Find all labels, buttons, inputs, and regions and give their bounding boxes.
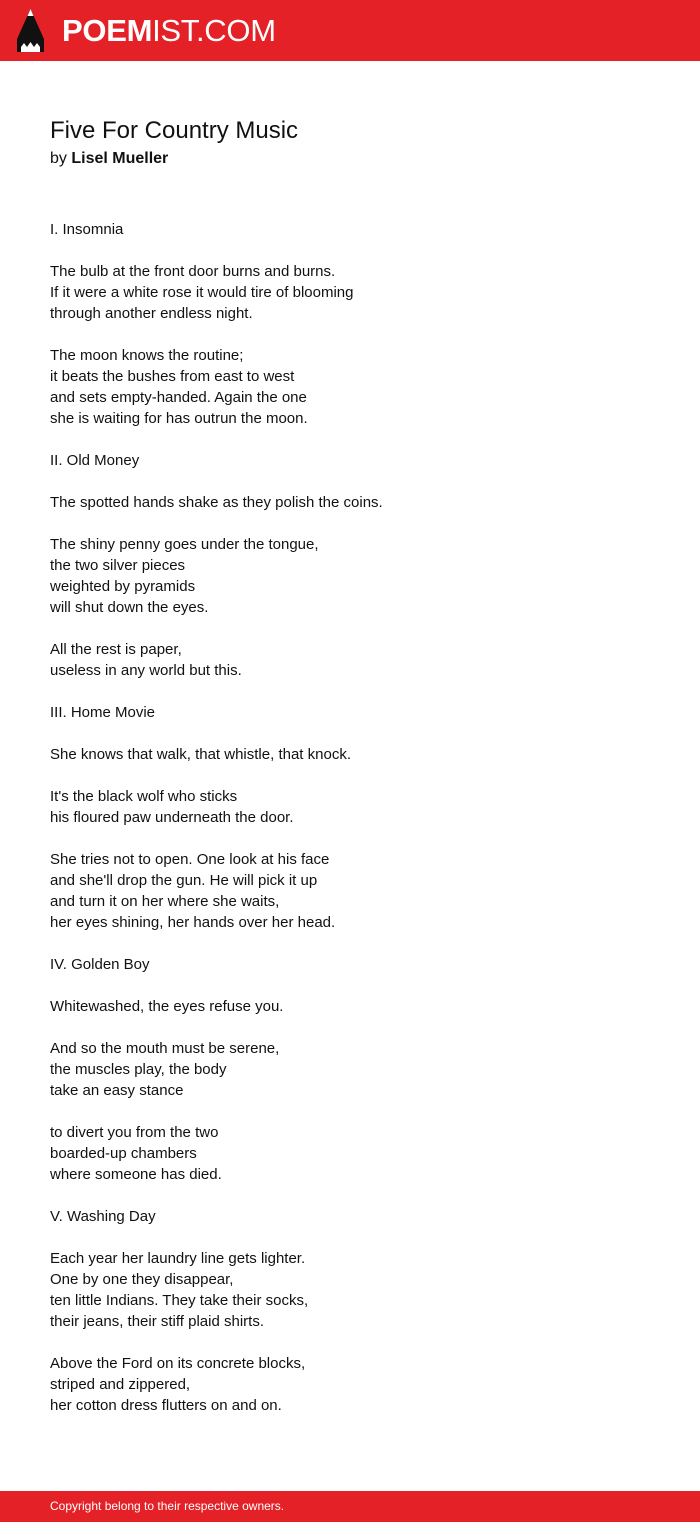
poem-line: ten little Indians. They take their socks, <box>50 1292 309 1309</box>
poem-line: boarded-up chambers <box>50 1145 197 1162</box>
poem-line: It's the black wolf who sticks <box>50 788 238 805</box>
poem-line: and she'll drop the gun. He will pick it up <box>50 872 318 889</box>
poem-line: IV. Golden Boy <box>50 956 150 973</box>
poem-line: The shiny penny goes under the tongue, <box>50 536 319 553</box>
poem-line: where someone has died. <box>50 1166 222 1183</box>
poem-line: striped and zippered, <box>50 1376 191 1393</box>
poem-line: take an easy stance <box>50 1082 184 1099</box>
poem-line: to divert you from the two <box>50 1124 219 1141</box>
stanza-break <box>50 828 670 849</box>
poem-line: Each year her laundry line gets lighter. <box>50 1250 306 1267</box>
stanza-break <box>50 933 670 954</box>
stanza-break <box>50 1332 670 1353</box>
logo-bold-text: POEM <box>62 13 153 48</box>
site-header <box>0 0 700 61</box>
site-footer <box>0 1491 700 1522</box>
page-title: Five For Country Music <box>50 117 299 144</box>
stanza-break <box>50 975 670 996</box>
stanza-break <box>50 1227 670 1248</box>
poem-body <box>50 219 670 1416</box>
pencil-icon[interactable] <box>17 9 44 52</box>
logo-light-text: IST.COM <box>152 13 276 48</box>
copyright-text: Copyright belong to their respective owners. <box>50 1499 285 1513</box>
poem-line: the muscles play, the body <box>50 1061 227 1078</box>
stanza-break <box>50 324 670 345</box>
poem-line: Above the Ford on its concrete blocks, <box>50 1355 306 1372</box>
poem-line: If it were a white rose it would tire of blooming <box>50 284 354 301</box>
poem-line: She tries not to open. One look at his face <box>50 851 330 868</box>
poem-line: his floured paw underneath the door. <box>50 809 294 826</box>
author-name: Lisel Mueller <box>71 150 169 167</box>
stanza-break <box>50 1101 670 1122</box>
byline <box>50 148 670 170</box>
poem-line: the two silver pieces <box>50 557 186 574</box>
poem-line: through another endless night. <box>50 305 253 322</box>
stanza-break <box>50 471 670 492</box>
poem-line: useless in any world but this. <box>50 662 242 679</box>
poem-line: II. Old Money <box>50 452 140 469</box>
stanza-break <box>50 1185 670 1206</box>
stanza-break <box>50 723 670 744</box>
site-logo[interactable] <box>62 12 276 50</box>
poem-line: And so the mouth must be serene, <box>50 1040 280 1057</box>
by-label: by <box>50 150 67 167</box>
poem-line: and sets empty-handed. Again the one <box>50 389 307 406</box>
poem-line: Whitewashed, the eyes refuse you. <box>50 998 284 1015</box>
poem-line: One by one they disappear, <box>50 1271 234 1288</box>
poem-line: will shut down the eyes. <box>50 599 209 616</box>
poem-line: The spotted hands shake as they polish the coins. <box>50 494 383 511</box>
poem-line: her eyes shining, her hands over her head. <box>50 914 336 931</box>
stanza-break <box>50 618 670 639</box>
poem-heading <box>50 115 670 170</box>
poem-line: her cotton dress flutters on and on. <box>50 1397 282 1414</box>
stanza-break <box>50 240 670 261</box>
poem-line: weighted by pyramids <box>50 578 196 595</box>
poem-line: The moon knows the routine; <box>50 347 244 364</box>
poem-line: The bulb at the front door burns and burns. <box>50 263 336 280</box>
poem-line: V. Washing Day <box>50 1208 156 1225</box>
poem-line: and turn it on her where she waits, <box>50 893 280 910</box>
poem-line: she is waiting for has outrun the moon. <box>50 410 308 427</box>
poem-line: She knows that walk, that whistle, that knock. <box>50 746 351 763</box>
stanza-break <box>50 765 670 786</box>
stanza-break <box>50 1017 670 1038</box>
poem-line: it beats the bushes from east to west <box>50 368 295 385</box>
poem-line: III. Home Movie <box>50 704 156 721</box>
poem-line: I. Insomnia <box>50 221 124 238</box>
poem-line: their jeans, their stiff plaid shirts. <box>50 1313 264 1330</box>
poem-line: All the rest is paper, <box>50 641 182 658</box>
stanza-break <box>50 681 670 702</box>
stanza-break <box>50 513 670 534</box>
stanza-break <box>50 429 670 450</box>
